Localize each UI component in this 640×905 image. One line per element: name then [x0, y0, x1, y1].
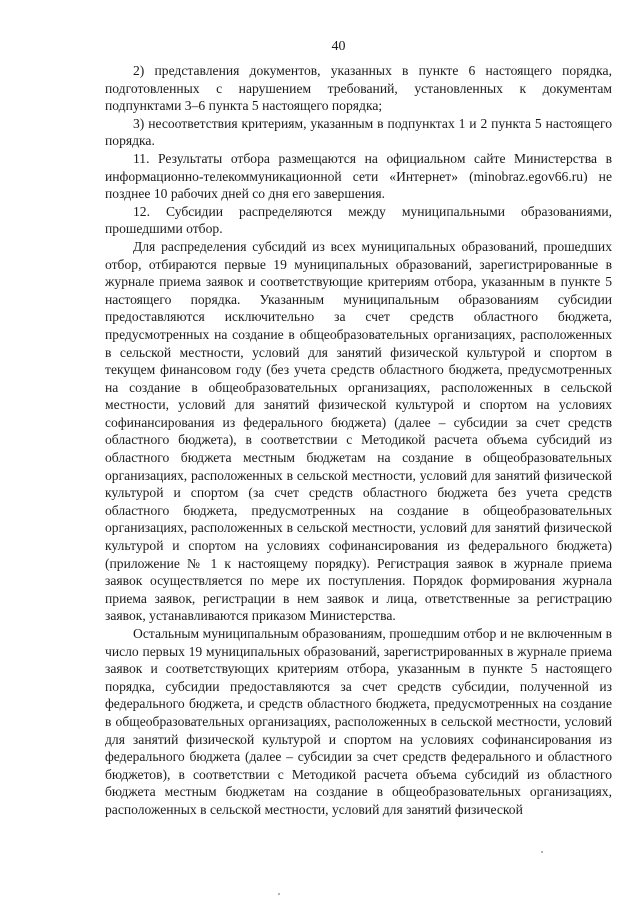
scan-artifact	[541, 851, 543, 853]
scan-artifact	[278, 893, 280, 895]
page-number: 40	[331, 39, 346, 54]
paragraph-clause-12: 12. Субсидии распределяются между муниципальными образованиями, прошедшими отбор.	[105, 203, 612, 237]
paragraph-clause-11: 11. Результаты отбора размещаются на официальном сайте Министерства в информационно-телекоммуникационной сети «Интернет» (minobraz.egov66.ru) не позднее 10 рабочих дней со дня его завершения.	[105, 150, 612, 202]
paragraph-item-3: 3) несоответствия критериям, указанным в подпунктах 1 и 2 пункта 5 настоящего порядка.	[105, 115, 612, 149]
paragraph-item-2: 2) представления документов, указанных в пункте 6 настоящего порядка, подготовленных с нарушением требований, установленных к документам подпунктами 3–6 пункта 5 настоящего порядка;	[105, 63, 612, 114]
paragraph-distribution: Для распределения субсидий из всех муниципальных образований, прошедших отбор, отбираются первые 19 муниципальных образований, зарегистрированные в журнале приема заявок и соответствующие критериям отбора, указанным в пункте 5 настоящего порядка. Указанным муниципальным образованиям субсидии предоставляются исключительно за счет средств областного бюджета, предусмотренных на создание в общеобразовательных организациях, расположенных в сельской местности, условий для занятий физической культурой и спортом в текущем финансовом году (без учета средств областного бюджета, предусмотренных на создание в общеобразовательных организациях, расположенных в сельской местности, условий для занятий физической культурой и спортом на условиях софинансирования из федерального бюджета) (далее – субсидии за счет средств областного бюджета), в соответствии с Методикой расчета объема субсидий из областного бюджета местным бюджетам на создание в общеобразовательных организациях, расположенных в сельской местности, условий для занятий физической культурой и спортом (за счет средств областного бюджета без учета средств областного бюджета, предусмотренных на создание в общеобразовательных организациях, расположенных в сельской местности, условий для занятий физической культурой и спортом на условиях софинансирования из федерального бюджета) (приложение № 1 к настоящему порядку). Регистрация заявок в журнале приема заявок осуществляется по мере их поступления. Порядок формирования журнала приема заявок, регистрации в нем заявок и лица, ответственные за регистрацию заявок, устанавливаются приказом Министерства.	[105, 238, 612, 624]
paragraph-remaining: Остальным муниципальным образованиям, прошедшим отбор и не включенным в число первых 19 муниципальных образований, зарегистрированных в журнале приема заявок и соответствующих критериям отбора, указанным в пункте 5 настоящего порядка, субсидии предоставляются за счет средств субсидии, полученной из федерального бюджета, и средств областного бюджета, предусмотренных на создание в общеобразовательных организациях, расположенных в сельской местности, условий для занятий физической культурой и спортом на условиях софинансирования из федерального бюджета (далее – субсидии за счет средств федерального и областного бюджетов), в соответствии с Методикой расчета объема субсидий из областного бюджета местным бюджетам на создание в общеобразовательных организациях, расположенных в сельской местности, условий для занятий физической	[105, 626, 612, 817]
